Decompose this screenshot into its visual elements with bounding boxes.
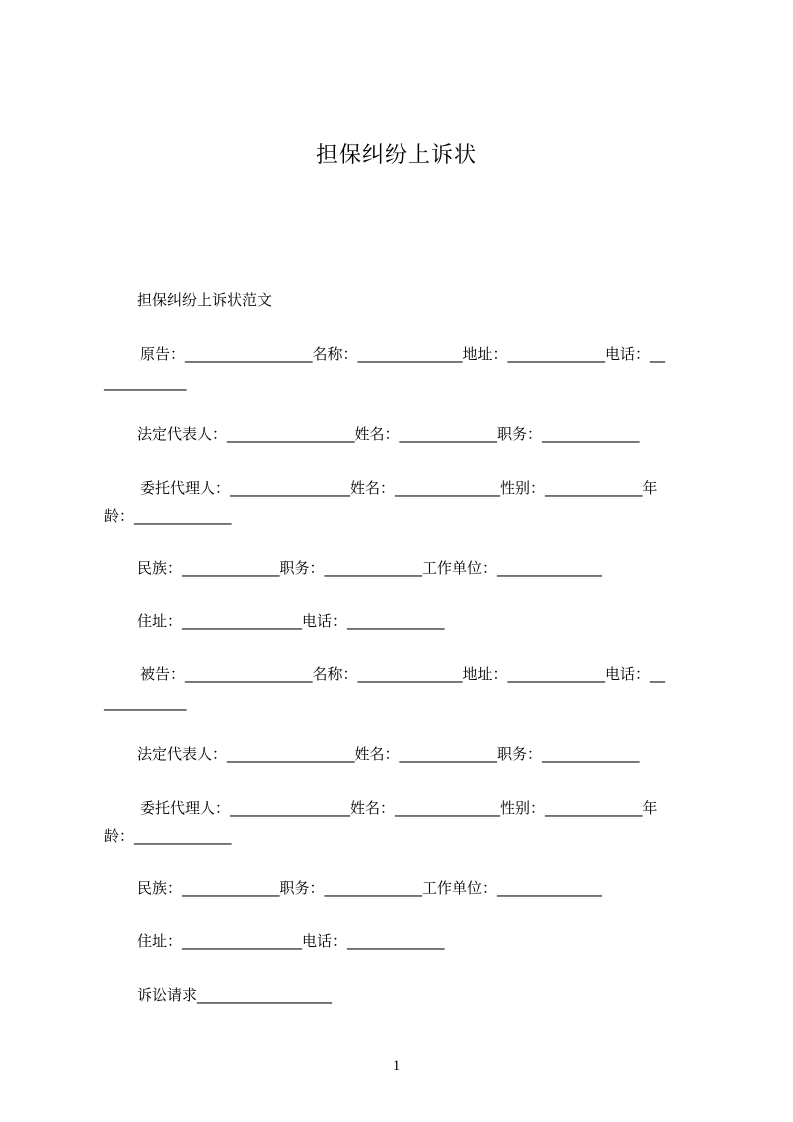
- plaintiff-line: 原告：_________________名称：______________地址：_____________电话：__: [140, 345, 666, 363]
- plaintiff-legal-rep-line: 法定代表人：_________________姓名：_____________职务：_____________: [137, 425, 640, 443]
- plaintiff-address-line: 住址：________________电话：_____________: [137, 612, 445, 630]
- plaintiff-agent-age-line: 龄：_____________: [104, 507, 232, 525]
- page-number: 1: [392, 1058, 401, 1074]
- claims-line: 诉讼请求__________________: [137, 986, 333, 1004]
- defendant-agent-line: 委托代理人：________________姓名：______________性别：_____________年: [140, 799, 658, 817]
- plaintiff-line-continued: ___________: [104, 373, 187, 391]
- subtitle-line: 担保纠纷上诉状范文: [137, 291, 273, 309]
- defendant-line-continued: ___________: [104, 693, 187, 711]
- defendant-legal-rep-line: 法定代表人：_________________姓名：_____________职务：_____________: [137, 745, 640, 763]
- plaintiff-ethnicity-line: 民族：_____________职务：_____________工作单位：______________: [137, 559, 603, 577]
- document-title: 担保纠纷上诉状: [315, 143, 477, 168]
- defendant-agent-age-line: 龄：_____________: [104, 827, 232, 845]
- defendant-line: 被告：_________________名称：______________地址：_____________电话：__: [140, 665, 666, 683]
- defendant-address-line: 住址：________________电话：_____________: [137, 932, 445, 950]
- plaintiff-agent-line: 委托代理人：________________姓名：______________性别：_____________年: [140, 479, 658, 497]
- defendant-ethnicity-line: 民族：_____________职务：_____________工作单位：______________: [137, 879, 603, 897]
